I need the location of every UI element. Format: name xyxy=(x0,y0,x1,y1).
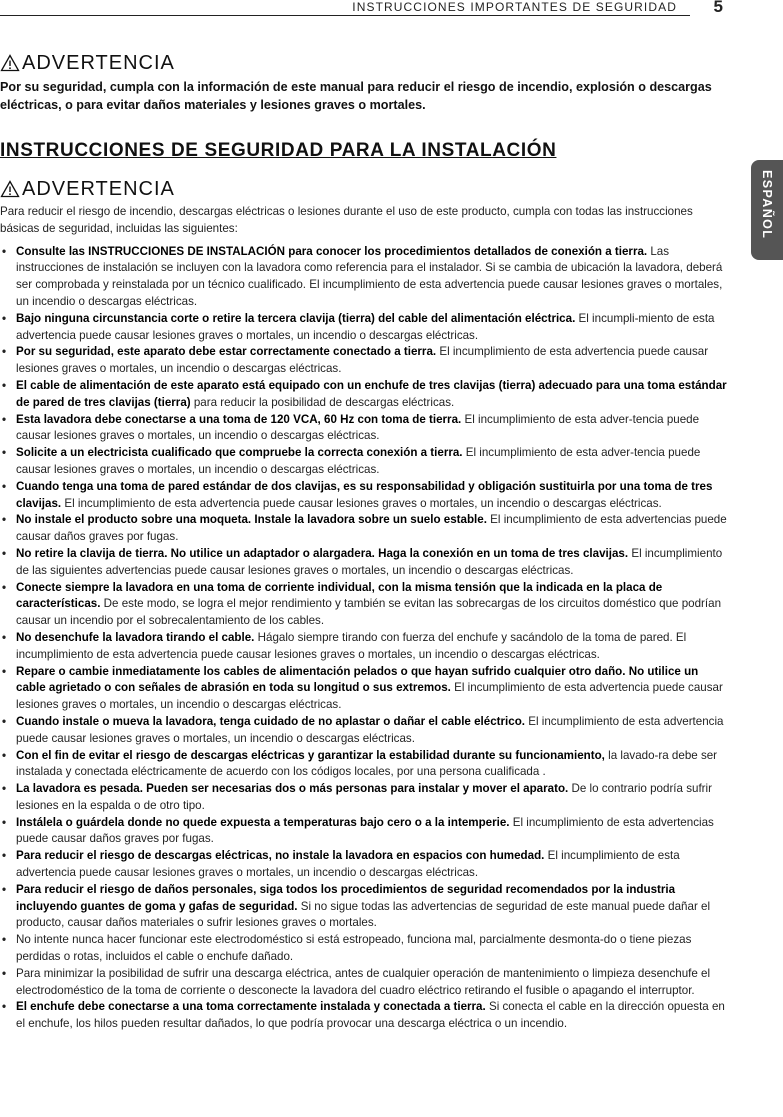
warning-text: Por su seguridad, cumpla con la información de este manual para reducir el riesgo de incendio, explosión o descargas eléctricas, o para evitar daños materiales y lesiones graves o mortales. xyxy=(0,80,712,112)
list-item xyxy=(0,932,728,966)
list-item-bold: El enchufe debe conectarse a una toma correctamente instalada y conectada a tierra. xyxy=(16,1000,486,1014)
list-item-bold: Repare o cambie inmediatamente los cables de alimentación pelados o que hayan sufrido cualquier otro daño. No utilice un cable agrietado o con señales de abrasión en toda su longitud o sus extremos. xyxy=(16,664,699,695)
list-item xyxy=(0,882,728,932)
page-content xyxy=(0,50,728,1033)
bullet-icon: • xyxy=(2,513,7,527)
section-title: INSTRUCCIONES DE SEGURIDAD PARA LA INSTALACIÓN xyxy=(0,140,557,161)
bullet-icon: • xyxy=(2,244,7,258)
list-item-text: El incumplimiento de esta adver-tencia puede causar lesiones graves o mortales, un incendio o descargas eléctricas. xyxy=(16,446,701,476)
list-item-text: El incumplimiento de esta advertencia puede causar lesiones graves o mortales, un incendio o descargas eléctricas. xyxy=(16,681,723,712)
list-item xyxy=(0,311,728,345)
page-header xyxy=(0,0,783,20)
list-item-bold: Para reducir el riesgo de descargas eléctricas, no instale la lavadora en espacios con humedad. xyxy=(16,849,545,863)
bullet-icon: • xyxy=(2,412,7,426)
list-item xyxy=(0,781,728,815)
list-item-text: Si conecta el cable en la dirección opuesta en el enchufe, los hilos pueden resultar dañados, lo que podría provocar una descarga eléctrica o un incendio. xyxy=(16,1000,725,1031)
list-item-bold: Conecte siempre la lavadora en una toma de corriente individual, con la misma tensión que la indicada en la placa de características. xyxy=(16,580,663,611)
list-item xyxy=(0,714,728,748)
list-item xyxy=(0,546,728,580)
list-item xyxy=(0,664,728,714)
list-item-bold: No retire la clavija de tierra. No utilice un adaptador o alargadera. Haga la conexión en un toma de tres clavijas. xyxy=(16,546,629,560)
list-item xyxy=(0,344,728,378)
bullet-icon: • xyxy=(2,378,7,392)
bullet-icon: • xyxy=(2,849,7,863)
bullet-icon: • xyxy=(2,479,7,493)
list-item xyxy=(0,999,728,1033)
bullet-icon: • xyxy=(2,446,7,460)
language-tab-label: ESPAÑOL xyxy=(760,170,774,240)
bullet-icon: • xyxy=(2,748,7,762)
bullet-icon: • xyxy=(2,933,7,947)
bullet-icon: • xyxy=(2,664,7,678)
list-item xyxy=(0,748,728,782)
bullet-icon: • xyxy=(2,630,7,644)
list-item xyxy=(0,479,728,513)
bullet-icon: • xyxy=(2,782,7,796)
page-number: 5 xyxy=(713,0,723,16)
list-item-text: para reducir la posibilidad de descargas eléctricas. xyxy=(190,395,455,409)
list-item xyxy=(0,630,728,664)
list-item xyxy=(0,412,728,446)
bullet-icon: • xyxy=(2,966,7,980)
list-item xyxy=(0,378,728,412)
list-item-bold: Cuando instale o mueva la lavadora, tenga cuidado de no aplastar o dañar el cable eléctrico. xyxy=(16,714,525,728)
list-item-bold: Con el fin de evitar el riesgo de descargas eléctricas y garantizar la estabilidad durante su funcionamiento, xyxy=(16,748,605,762)
warning-triangle-icon xyxy=(0,54,20,72)
list-item-bold: La lavadora es pesada. Pueden ser necesarias dos o más personas para instalar y mover el aparato. xyxy=(16,782,569,796)
list-item-text: De este modo, se logra el mejor rendimiento y también se evitan las sobrecargas de los circuitos doméstico que podrían causar un incendio por el sobrecalentamiento de los cables. xyxy=(16,597,722,628)
list-item xyxy=(0,445,728,479)
list-item xyxy=(0,244,728,311)
list-item-text: El incumplimiento de esta advertencia puede causar lesiones graves o mortales, un incendio o descargas eléctricas. xyxy=(61,496,662,510)
warning-heading xyxy=(0,50,728,76)
bullet-icon: • xyxy=(2,1000,7,1014)
list-item-bold: Esta lavadora debe conectarse a una toma de 120 VCA, 60 Hz con toma de tierra. xyxy=(16,412,462,426)
list-item xyxy=(0,580,728,630)
list-item-bold: Cuando tenga una toma de pared estándar de dos clavijas, es su responsabilidad y obligación sustituirla por una toma de tres clavijas. xyxy=(16,479,713,510)
list-item-text: El incumpli-miento de esta advertencia puede causar lesiones graves o mortales, un incendio o descargas eléctricas. xyxy=(16,311,715,342)
list-item-text: El incumplimiento de esta adver-tencia puede causar lesiones graves o mortales, un incendio o descargas eléctricas. xyxy=(16,412,700,443)
list-item xyxy=(0,848,728,882)
list-item-bold: El cable de alimentación de este aparato está equipado con un enchufe de tres clavijas (tierra) adecuado para una toma estándar de pared de tres clavijas (tierra) xyxy=(16,378,727,409)
list-item-text: Si no sigue todas las advertencias de seguridad de este manual puede dañar el producto, causar daños materiales o sufrir lesiones graves o mortales. xyxy=(16,899,711,930)
list-item-text: El incumplimiento de esta advertencia puede causar lesiones graves o mortales, un incendio o descargas eléctricas. xyxy=(16,849,680,880)
list-item-bold: Bajo ninguna circunstancia corte o retire la tercera clavija (tierra) del cable del alimentación eléctrica. xyxy=(16,311,576,325)
safety-instruction-list xyxy=(0,244,728,1033)
bullet-icon: • xyxy=(2,580,7,594)
list-item-text: Las instrucciones de instalación se incluyen con la lavadora como referencia para el instalador. Si se cambia de ubicación la lavadora, deberá ser comprobada y reinstalada por un técnico cualificado. El incumplimiento de esta advertencia puede causar lesiones graves o mortales, un incendio o descargas eléctricas. xyxy=(16,244,723,308)
language-tab xyxy=(751,160,783,260)
list-item-text: El incumplimiento de las siguientes advertencias puede causar lesiones graves o mortales, un incendio o descargas eléctricas. xyxy=(16,546,723,577)
header-rule xyxy=(0,15,690,16)
bullet-icon: • xyxy=(2,882,7,896)
list-item-bold: Solicite a un electricista cualificado que compruebe la correcta conexión a tierra. xyxy=(16,446,463,460)
list-item-text: No intente nunca hacer funcionar este electrodoméstico si está estropeado, funciona mal, parcialmente desmonta-do o tiene piezas perdidas o rotas, incluidos el cable o enchufe dañado. xyxy=(16,933,692,964)
list-item-bold: No instale el producto sobre una moqueta. Instale la lavadora sobre un suelo estable. xyxy=(16,513,487,527)
list-item-bold: Para reducir el riesgo de daños personales, siga todos los procedimientos de seguridad recomendados por la industria incluyendo guantes de goma y gafas de seguridad. xyxy=(16,882,676,913)
list-item xyxy=(0,966,728,1000)
section-warning-heading xyxy=(0,176,728,202)
section-warning-heading-text: ADVERTENCIA xyxy=(22,178,175,200)
list-item-text: Hágalo siempre tirando con fuerza del enchufe y sacándolo de la toma de pared. El incumplimiento de esta advertencia puede causar lesiones graves o mortales, un incendio o descargas eléctricas. xyxy=(16,630,687,661)
list-item-bold: Consulte las INSTRUCCIONES DE INSTALACIÓN para conocer los procedimientos detallados de conexión a tierra. xyxy=(16,244,648,258)
warning-triangle-icon xyxy=(0,180,20,198)
bullet-icon: • xyxy=(2,311,7,325)
bullet-icon: • xyxy=(2,714,7,728)
list-item-bold: Por su seguridad, este aparato debe estar correctamente conectado a tierra. xyxy=(16,345,437,359)
list-item-text: El incumplimiento de esta advertencias puede causar daños graves por fugas. xyxy=(16,815,714,846)
list-item-bold: Instálela o guárdela donde no quede expuesta a temperaturas bajo cero o a la intemperie. xyxy=(16,815,510,829)
bullet-icon: • xyxy=(2,546,7,560)
list-item-text: la lavado-ra debe ser instalada y conectada eléctricamente de acuerdo con los códigos locales, por una persona cualificada . xyxy=(16,748,718,779)
list-item-text: El incumplimiento de esta advertencias puede causar daños graves por fugas. xyxy=(16,513,727,544)
list-item-bold: No desenchufe la lavadora tirando el cable. xyxy=(16,630,255,644)
list-item-text: Para minimizar la posibilidad de sufrir una descarga eléctrica, antes de cualquier operación de mantenimiento o limpieza desenchufe el electrodoméstico de la toma de corriente o desconecte la lavadora del cuadro eléctrico retirando el fusible o apagando el interruptor. xyxy=(16,966,711,997)
warning-heading-text: ADVERTENCIA xyxy=(22,52,175,74)
list-item-text: De lo contrario podría sufrir lesiones en la espalda o de otro tipo. xyxy=(16,782,712,812)
header-title: INSTRUCCIONES IMPORTANTES DE SEGURIDAD xyxy=(346,0,683,14)
list-item-text: El incumplimiento de esta advertencia puede causar lesiones graves o mortales, un incendio o descargas eléctricas. xyxy=(16,714,724,745)
list-item xyxy=(0,815,728,849)
section-intro: Para reducir el riesgo de incendio, descargas eléctricas o lesiones durante el uso de este producto, cumpla con todas las instrucciones básicas de seguridad, incluidas las siguientes: xyxy=(0,205,693,235)
list-item-text: El incumplimiento de esta advertencia puede causar lesiones graves o mortales, un incendio o descargas eléctricas. xyxy=(16,345,709,376)
bullet-icon: • xyxy=(2,815,7,829)
bullet-icon: • xyxy=(2,345,7,359)
list-item xyxy=(0,512,728,546)
